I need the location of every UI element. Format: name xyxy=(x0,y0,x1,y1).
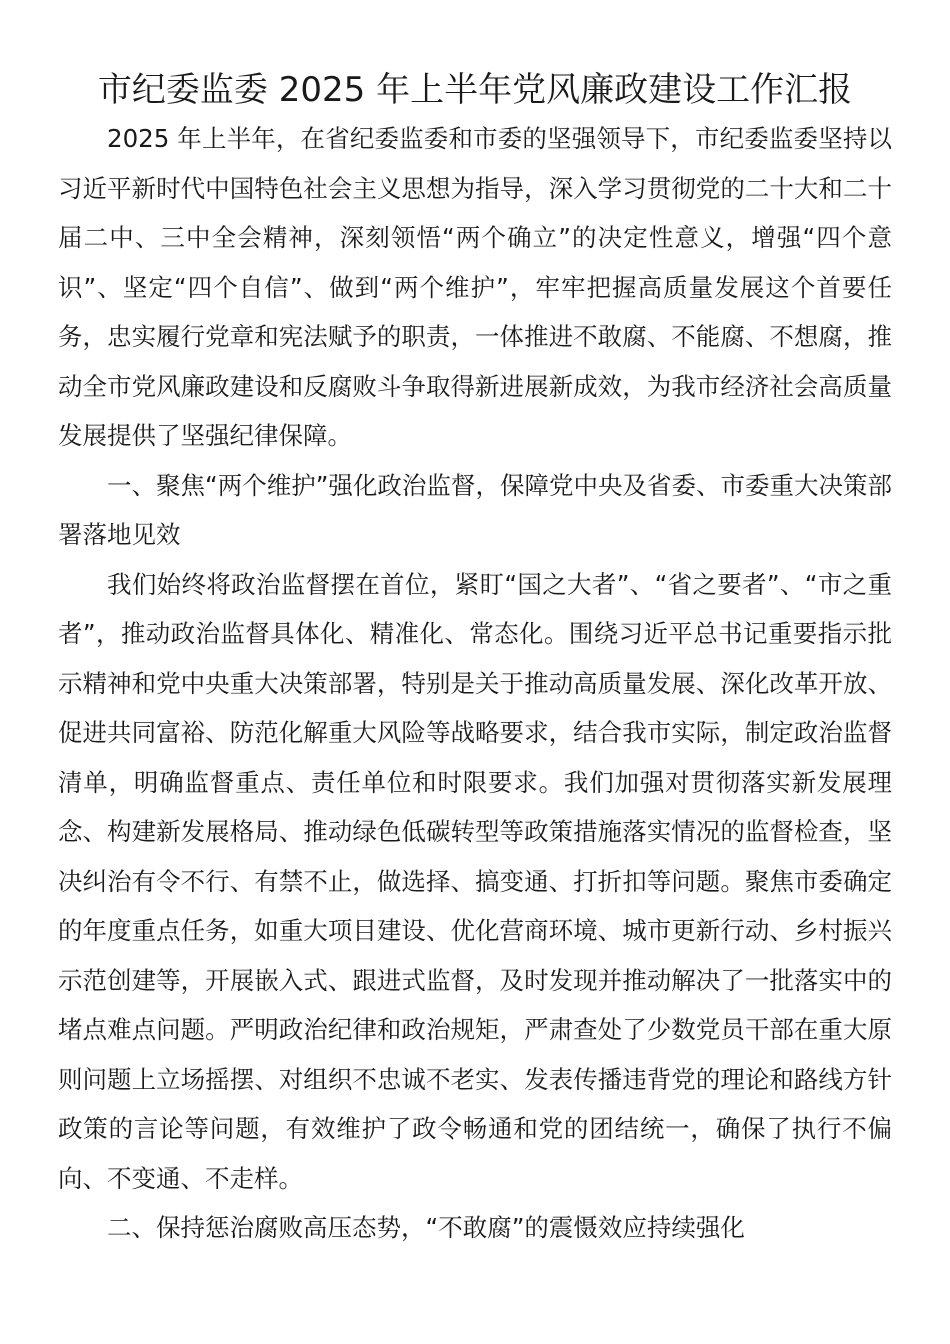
section-1-paragraph: 我们始终将政治监督摆在首位，紧盯“国之大者”、“省之要者”、“市之重者”，推动政治监督具体化、精准化、常态化。围绕习近平总书记重要指示批示精神和党中央重大决策部署，特别是关于推动高质量发展、深化改革开放、促进共同富裕、防范化解重大风险等战略要求，结合我市实际，制定政治监督清单，明确监督重点、责任单位和时限要求。我们加强对贯彻落实新发展理念、构建新发展格局、推动绿色低碳转型等政策措施落实情况的监督检查，坚决纠治有令不行、有禁不止，做选择、搞变通、打折扣等问题。聚焦市委确定的年度重点任务，如重大项目建设、优化营商环境、城市更新行动、乡村振兴示范创建等，开展嵌入式、跟进式监督，及时发现并推动解决了一批落实中的堵点难点问题。严明政治纪律和政治规矩，严肃查处了少数党员干部在重大原则问题上立场摇摆、对组织不忠诚不老实、发表传播违背党的理论和路线方针政策的言论等问题，有效维护了政令畅通和党的团结统一，确保了执行不偏向、不变通、不走样。 xyxy=(58,569,892,1193)
intro-paragraph: 2025 年上半年，在省纪委监委和市委的坚强领导下，市纪委监委坚持以习近平新时代中国特色社会主义思想为指导，深入学习贯彻党的二十大和二十届二中、三中全会精神，深刻领悟“两个确立”的决定性意义，增强“四个意识”、坚定“四个自信”、做到“两个维护”，牢牢把握高质量发展这个首要任务，忠实履行党章和宪法赋予的职责，一体推进不敢腐、不能腐、不想腐，推动全市党风廉政建设和反腐败斗争取得新进展新成效，为我市经济社会高质量发展提供了坚强纪律保障。 xyxy=(58,124,892,450)
section-heading-2: 二、保持惩治腐败高压态势，“不敢腐”的震慑效应持续强化 xyxy=(107,1213,745,1242)
document-body xyxy=(58,114,892,1253)
document-title: 市纪委监委 2025 年上半年党风廉政建设工作汇报 xyxy=(97,70,853,110)
section-heading-1: 一、聚焦“两个维护”强化政治监督，保障党中央及省委、市委重大决策部署落地见效 xyxy=(58,470,892,549)
